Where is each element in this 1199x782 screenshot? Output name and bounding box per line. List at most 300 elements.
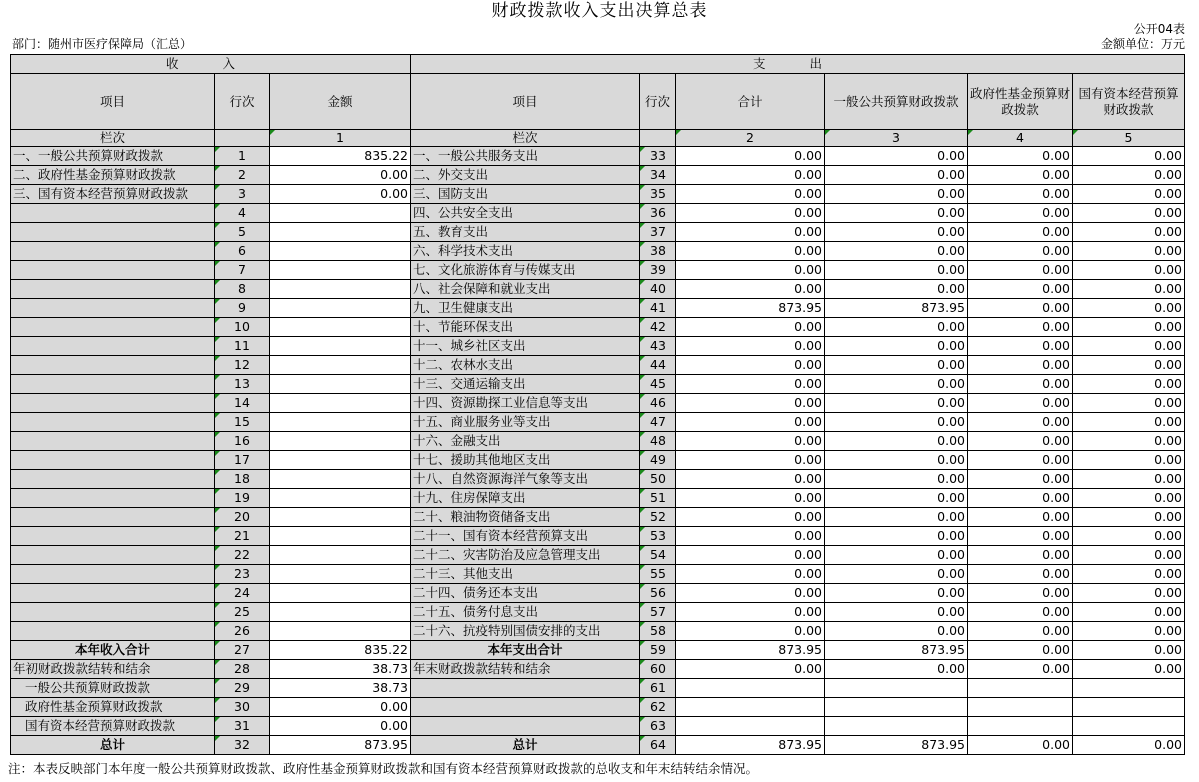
income-item [11,280,215,299]
line-number: 54 [640,546,676,565]
expense-general: 0.00 [825,166,968,185]
line-number: 25 [215,603,270,622]
blank-cell [1073,717,1185,736]
income-item [11,584,215,603]
expense-total: 0.00 [676,166,825,185]
line-number: 35 [640,185,676,204]
income-item [11,394,215,413]
income-amount [270,356,411,375]
income-amount: 38.73 [270,660,411,679]
expense-general: 0.00 [825,432,968,451]
expense-fund: 0.00 [968,584,1073,603]
income-amount [270,622,411,641]
expense-general: 0.00 [825,603,968,622]
income-item [11,527,215,546]
expense-fund: 0.00 [968,451,1073,470]
income-amount-header: 金额 [270,74,411,130]
expense-soe: 0.00 [1073,166,1185,185]
expense-soe: 0.00 [1073,413,1185,432]
table-row [11,432,1185,451]
income-amount [270,299,411,318]
income-item [11,261,215,280]
expense-total: 0.00 [676,242,825,261]
line-number: 13 [215,375,270,394]
blank-cell [825,698,968,717]
line-number: 8 [215,280,270,299]
expense-fund: 0.00 [968,223,1073,242]
expense-soe: 0.00 [1073,565,1185,584]
expense-general: 0.00 [825,242,968,261]
income-line-header: 行次 [215,74,270,130]
line-number: 60 [640,660,676,679]
expense-total: 0.00 [676,261,825,280]
expense-general: 0.00 [825,356,968,375]
expense-general: 0.00 [825,147,968,166]
expense-item: 十六、金融支出 [411,432,640,451]
expense-general: 0.00 [825,375,968,394]
income-amount [270,204,411,223]
table-row [11,527,1185,546]
income-item [11,204,215,223]
expense-fund: 0.00 [968,470,1073,489]
expense-general: 0.00 [825,413,968,432]
expense-item: 二十一、国有资本经营预算支出 [411,527,640,546]
income-item [11,622,215,641]
line-number: 23 [215,565,270,584]
expense-soe: 0.00 [1073,603,1185,622]
expense-general: 0.00 [825,489,968,508]
line-number: 10 [215,318,270,337]
expense-soe: 0.00 [1073,204,1185,223]
expense-total: 0.00 [676,470,825,489]
expense-item: 十三、交通运输支出 [411,375,640,394]
income-amount [270,451,411,470]
income-amount [270,584,411,603]
col-2-number: 2 [676,130,825,147]
table-row [11,584,1185,603]
table-row [11,318,1185,337]
line-number: 32 [215,736,270,755]
line-number: 48 [640,432,676,451]
income-amount [270,565,411,584]
expense-total: 0.00 [676,147,825,166]
line-number: 3 [215,185,270,204]
expense-fund: 0.00 [968,622,1073,641]
expense-soe: 0.00 [1073,375,1185,394]
year-expense-total-label: 本年支出合计 [411,641,640,660]
expense-soe: 0.00 [1073,470,1185,489]
line-number: 59 [640,641,676,660]
table-row [11,147,1185,166]
header-row-column-numbers [11,130,1185,147]
table-row [11,261,1185,280]
blank-cell [968,717,1073,736]
line-number: 56 [640,584,676,603]
expense-item: 十九、住房保障支出 [411,489,640,508]
expense-fund: 0.00 [968,432,1073,451]
expense-fund: 0.00 [968,356,1073,375]
line-number: 43 [640,337,676,356]
line-number: 6 [215,242,270,261]
expense-general: 0.00 [825,280,968,299]
balance-row [11,660,1185,679]
line-number: 4 [215,204,270,223]
expense-line-blank [640,130,676,147]
grand-total-income-label: 总计 [11,736,215,755]
expense-item: 十一、城乡社区支出 [411,337,640,356]
line-number: 39 [640,261,676,280]
line-number: 50 [640,470,676,489]
table-row [11,337,1185,356]
income-amount [270,432,411,451]
sub-soe-row [11,717,1185,736]
expense-total: 0.00 [676,527,825,546]
income-amount: 38.73 [270,679,411,698]
income-amount [270,603,411,622]
income-item [11,223,215,242]
begin-balance-label: 年初财政拨款结转和结余 [11,660,215,679]
sub-fund-label: 政府性基金预算财政拨款 [11,698,215,717]
line-number: 40 [640,280,676,299]
expense-item: 七、文化旅游体育与传媒支出 [411,261,640,280]
blank-cell [676,698,825,717]
form-code: 公开04表 [1133,22,1185,36]
expense-column-label: 栏次 [411,130,640,147]
income-amount [270,489,411,508]
footnote: 注：本表反映部门本年度一般公共预算财政拨款、政府性基金预算财政拨款和国有资本经营预算财政拨款的总收支和年末结转结余情况。 [8,761,759,776]
expense-general: 0.00 [825,261,968,280]
expense-soe: 0.00 [1073,432,1185,451]
income-amount [270,413,411,432]
expense-item: 二十二、灾害防治及应急管理支出 [411,546,640,565]
line-number: 53 [640,527,676,546]
line-number: 41 [640,299,676,318]
blank-cell [825,679,968,698]
line-number: 14 [215,394,270,413]
table-row [11,489,1185,508]
expense-item: 六、科学技术支出 [411,242,640,261]
expense-total: 0.00 [676,584,825,603]
line-number: 5 [215,223,270,242]
year-income-total-label: 本年收入合计 [11,641,215,660]
expense-soe-header: 国有资本经营预算财政拨款 [1073,74,1185,130]
income-amount [270,280,411,299]
expense-soe: 0.00 [1073,147,1185,166]
expense-fund: 0.00 [968,565,1073,584]
expense-item: 十五、商业服务业等支出 [411,413,640,432]
table-row [11,470,1185,489]
expense-total: 0.00 [676,204,825,223]
expense-item: 十七、援助其他地区支出 [411,451,640,470]
expense-general: 0.00 [825,527,968,546]
expense-total: 0.00 [676,318,825,337]
table-row [11,185,1185,204]
expense-soe: 0.00 [1073,660,1185,679]
income-item [11,432,215,451]
line-number: 36 [640,204,676,223]
table-row [11,299,1185,318]
expense-soe: 0.00 [1073,736,1185,755]
expense-total: 0.00 [676,356,825,375]
expense-fund: 0.00 [968,641,1073,660]
expense-total-header: 合计 [676,74,825,130]
line-number: 62 [640,698,676,717]
expense-total: 0.00 [676,375,825,394]
expense-item-header: 项目 [411,74,640,130]
expense-fund: 0.00 [968,394,1073,413]
expense-soe: 0.00 [1073,318,1185,337]
income-item [11,318,215,337]
income-item [11,546,215,565]
income-item-header: 项目 [11,74,215,130]
expense-total: 873.95 [676,299,825,318]
table-row [11,242,1185,261]
expense-soe: 0.00 [1073,223,1185,242]
expense-soe: 0.00 [1073,299,1185,318]
expense-fund: 0.00 [968,261,1073,280]
income-amount: 873.95 [270,736,411,755]
expense-fund: 0.00 [968,413,1073,432]
sub-soe-label: 国有资本经营预算财政拨款 [11,717,215,736]
line-number: 31 [215,717,270,736]
line-number: 1 [215,147,270,166]
table-row [11,166,1185,185]
income-item [11,565,215,584]
table-row [11,394,1185,413]
line-number: 7 [215,261,270,280]
expense-fund: 0.00 [968,242,1073,261]
expense-soe: 0.00 [1073,337,1185,356]
expense-total: 0.00 [676,223,825,242]
expense-total: 0.00 [676,622,825,641]
expense-soe: 0.00 [1073,394,1185,413]
expense-total: 0.00 [676,185,825,204]
sub-general-row [11,679,1185,698]
expense-soe: 0.00 [1073,451,1185,470]
blank-cell [411,698,640,717]
expense-fund: 0.00 [968,603,1073,622]
expense-line-header: 行次 [640,74,676,130]
year-total-row [11,641,1185,660]
line-number: 42 [640,318,676,337]
line-number: 21 [215,527,270,546]
expense-total: 0.00 [676,432,825,451]
expense-total: 0.00 [676,451,825,470]
income-item: 一、一般公共预算财政拨款 [11,147,215,166]
blank-cell [676,717,825,736]
income-amount: 0.00 [270,185,411,204]
expense-fund: 0.00 [968,546,1073,565]
expense-item: 十、节能环保支出 [411,318,640,337]
end-balance-label: 年末财政拨款结转和结余 [411,660,640,679]
line-number: 37 [640,223,676,242]
line-number: 9 [215,299,270,318]
expense-fund: 0.00 [968,508,1073,527]
income-item [11,451,215,470]
line-number: 18 [215,470,270,489]
income-amount: 835.22 [270,641,411,660]
expense-total: 873.95 [676,641,825,660]
line-number: 24 [215,584,270,603]
department-label: 部门：随州市医疗保障局（汇总） [12,37,193,51]
table-row [11,356,1185,375]
income-amount [270,527,411,546]
expense-item: 十四、资源勘探工业信息等支出 [411,394,640,413]
expense-general: 0.00 [825,204,968,223]
col-4-number: 4 [968,130,1073,147]
blank-cell [1073,679,1185,698]
table-row [11,413,1185,432]
expense-general: 873.95 [825,641,968,660]
expense-fund: 0.00 [968,204,1073,223]
expense-general: 873.95 [825,299,968,318]
income-item [11,413,215,432]
line-number: 33 [640,147,676,166]
expense-general: 873.95 [825,736,968,755]
line-number: 12 [215,356,270,375]
blank-cell [411,717,640,736]
expense-soe: 0.00 [1073,527,1185,546]
col-5-number: 5 [1073,130,1185,147]
income-header: 收 入 [11,55,411,74]
grand-total-expense-label: 总计 [411,736,640,755]
table-row [11,603,1185,622]
expense-total: 0.00 [676,394,825,413]
line-number: 22 [215,546,270,565]
expense-total: 0.00 [676,546,825,565]
income-line-blank [215,130,270,147]
line-number: 30 [215,698,270,717]
expense-soe: 0.00 [1073,584,1185,603]
income-amount: 0.00 [270,717,411,736]
table-row [11,375,1185,394]
expense-item: 四、公共安全支出 [411,204,640,223]
income-item [11,337,215,356]
expense-soe: 0.00 [1073,489,1185,508]
line-number: 27 [215,641,270,660]
expense-item: 二、外交支出 [411,166,640,185]
expense-fund: 0.00 [968,299,1073,318]
income-amount [270,242,411,261]
expense-general: 0.00 [825,337,968,356]
expense-soe: 0.00 [1073,622,1185,641]
expense-general: 0.00 [825,185,968,204]
expense-fund: 0.00 [968,337,1073,356]
line-number: 15 [215,413,270,432]
income-amount [270,508,411,527]
expense-item: 二十四、债务还本支出 [411,584,640,603]
expense-general: 0.00 [825,584,968,603]
income-amount [270,375,411,394]
blank-cell [1073,698,1185,717]
expense-item: 八、社会保障和就业支出 [411,280,640,299]
income-item [11,356,215,375]
line-number: 51 [640,489,676,508]
income-amount [270,223,411,242]
table-row [11,280,1185,299]
unit-label: 金额单位：万元 [1100,37,1185,51]
expense-fund-header: 政府性基金预算财政拨款 [968,74,1073,130]
expense-general: 0.00 [825,318,968,337]
income-amount [270,394,411,413]
line-number: 61 [640,679,676,698]
income-item [11,508,215,527]
expense-soe: 0.00 [1073,242,1185,261]
expense-general: 0.00 [825,470,968,489]
blank-cell [968,679,1073,698]
expense-item: 二十五、债务付息支出 [411,603,640,622]
line-number: 2 [215,166,270,185]
income-amount [270,337,411,356]
income-item: 三、国有资本经营预算财政拨款 [11,185,215,204]
expense-fund: 0.00 [968,660,1073,679]
line-number: 44 [640,356,676,375]
expense-item: 三、国防支出 [411,185,640,204]
income-amount [270,261,411,280]
expense-total: 0.00 [676,603,825,622]
income-amount [270,318,411,337]
header-row-columns [11,74,1185,130]
expense-fund: 0.00 [968,185,1073,204]
table-row [11,223,1185,242]
line-number: 55 [640,565,676,584]
table-row [11,204,1185,223]
income-item: 二、政府性基金预算财政拨款 [11,166,215,185]
expense-item: 一、一般公共服务支出 [411,147,640,166]
table-row [11,546,1185,565]
line-number: 57 [640,603,676,622]
header-row-sections [11,55,1185,74]
line-number: 26 [215,622,270,641]
expense-fund: 0.00 [968,375,1073,394]
line-number: 28 [215,660,270,679]
expense-total: 0.00 [676,337,825,356]
expense-total: 0.00 [676,565,825,584]
blank-cell [411,679,640,698]
line-number: 11 [215,337,270,356]
expense-header: 支 出 [411,55,1185,74]
expense-fund: 0.00 [968,736,1073,755]
budget-table [10,54,1185,755]
blank-cell [676,679,825,698]
line-number: 45 [640,375,676,394]
income-amount [270,470,411,489]
line-number: 29 [215,679,270,698]
income-item [11,603,215,622]
income-amount: 835.22 [270,147,411,166]
table-row [11,508,1185,527]
line-number: 49 [640,451,676,470]
line-number: 38 [640,242,676,261]
income-item [11,489,215,508]
expense-soe: 0.00 [1073,185,1185,204]
expense-item: 十八、自然资源海洋气象等支出 [411,470,640,489]
expense-total: 0.00 [676,660,825,679]
expense-general: 0.00 [825,546,968,565]
expense-soe: 0.00 [1073,546,1185,565]
expense-total: 0.00 [676,413,825,432]
line-number: 20 [215,508,270,527]
income-amount: 0.00 [270,166,411,185]
expense-soe: 0.00 [1073,280,1185,299]
line-number: 63 [640,717,676,736]
income-item [11,299,215,318]
income-item [11,375,215,394]
expense-item: 九、卫生健康支出 [411,299,640,318]
expense-fund: 0.00 [968,489,1073,508]
report-title: 财政拨款收入支出决算总表 [491,1,708,21]
expense-total: 0.00 [676,489,825,508]
